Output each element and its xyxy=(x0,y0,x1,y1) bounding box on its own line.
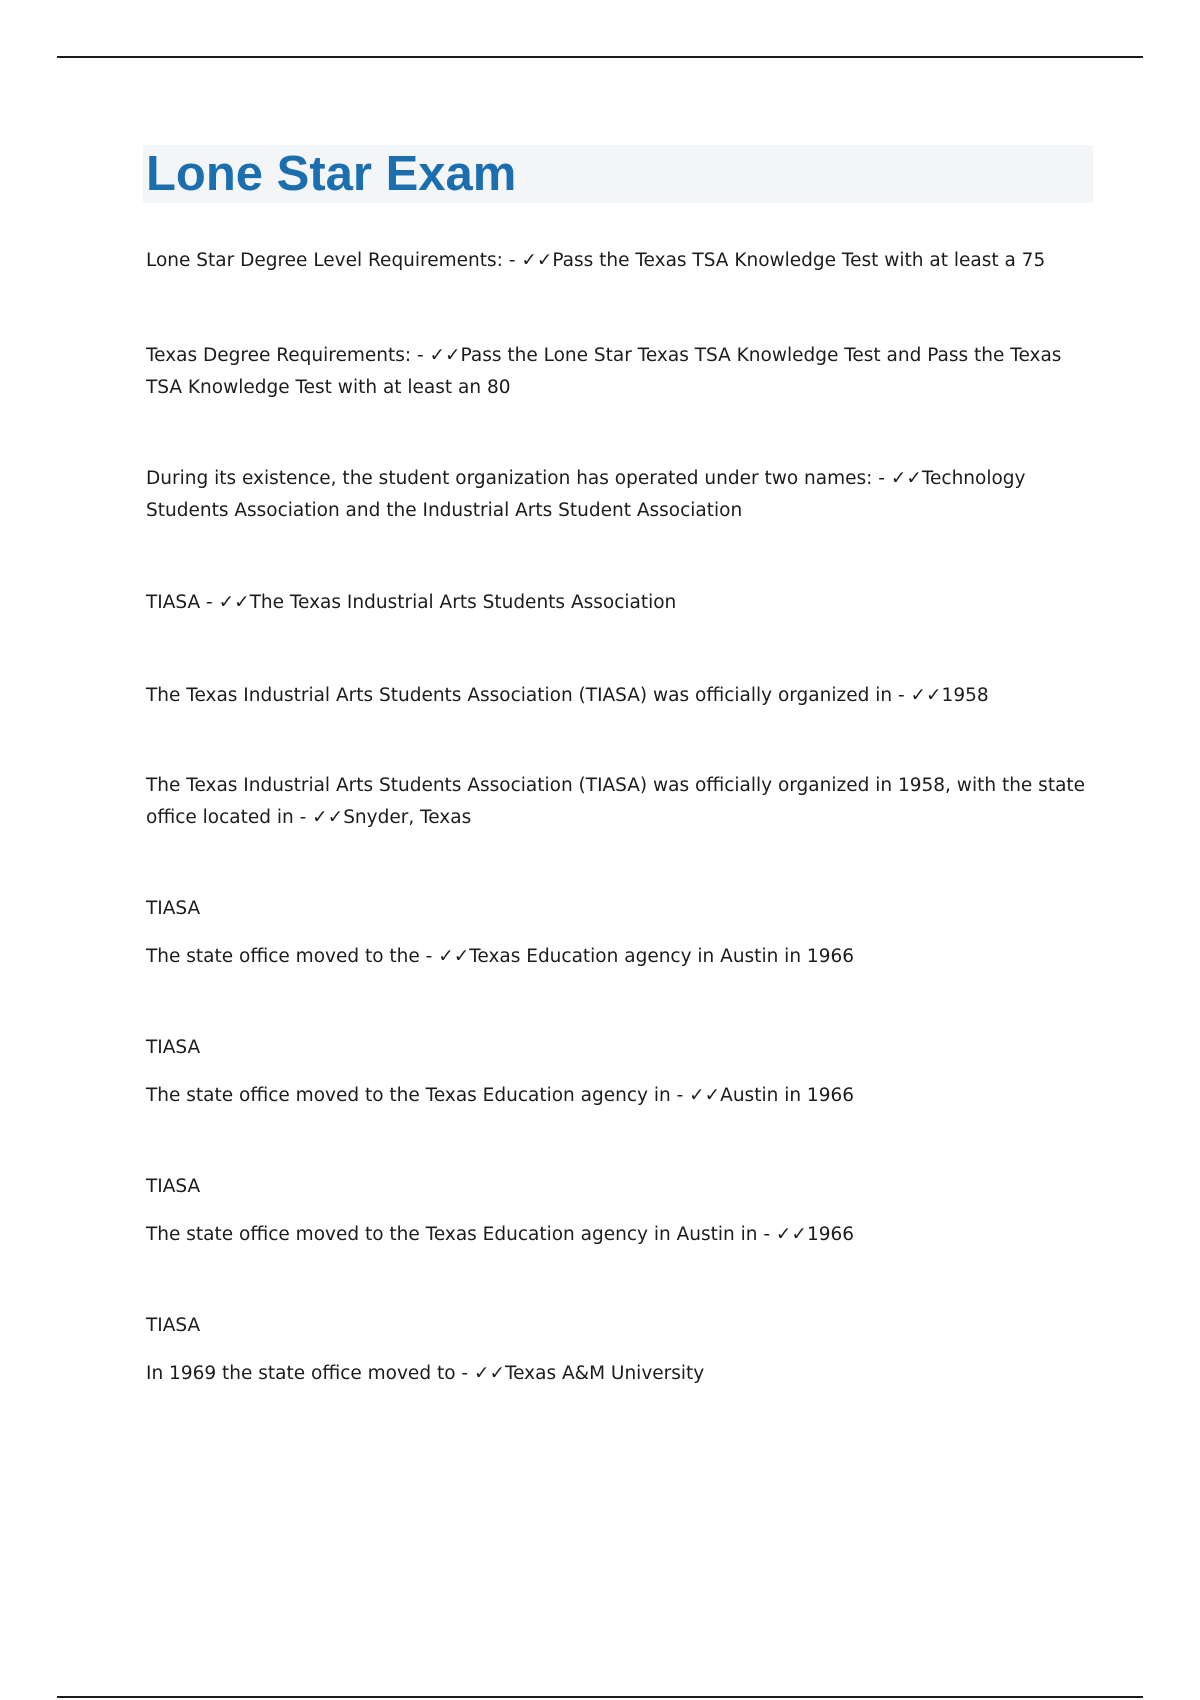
check-mark-icon: ✓✓ xyxy=(312,807,344,828)
question-text: TIASA xyxy=(146,592,201,613)
qa-entry xyxy=(146,680,1096,712)
separator: - xyxy=(502,250,522,271)
check-mark-icon: ✓✓ xyxy=(218,592,250,613)
question-text: The state office moved to the Texas Education agency in Austin in xyxy=(146,1224,758,1245)
qa-entry xyxy=(146,587,1096,619)
separator: - xyxy=(411,345,430,366)
answer-text: 1966 xyxy=(806,1224,855,1245)
question-text: In 1969 the state office moved to xyxy=(146,1363,456,1384)
answer-text: Austin in 1966 xyxy=(720,1085,855,1106)
qa-entry xyxy=(146,1310,1096,1390)
check-mark-icon: ✓✓ xyxy=(473,1363,505,1384)
check-mark-icon: ✓✓ xyxy=(890,468,922,489)
check-mark-icon: ✓✓ xyxy=(775,1224,807,1245)
qa-entry xyxy=(146,1171,1096,1251)
qa-entry xyxy=(146,770,1096,834)
answer-text: The Texas Industrial Arts Students Association xyxy=(249,592,677,613)
entry-prefix: TIASA xyxy=(146,1315,201,1336)
separator: - xyxy=(872,468,891,489)
answer-text: Technology Students Association and the Industrial Arts Student Association xyxy=(146,468,1026,521)
bottom-rule xyxy=(57,1696,1143,1698)
question-text: The Texas Industrial Arts Students Association (TIASA) was officially organized in 1958, with the state office located in xyxy=(146,775,1086,828)
entry-prefix: TIASA xyxy=(146,1037,201,1058)
entry-prefix: TIASA xyxy=(146,898,201,919)
answer-text: Snyder, Texas xyxy=(343,807,472,828)
answer-text: Pass the Lone Star Texas TSA Knowledge Test and Pass the Texas TSA Knowledge Test with at least an 80 xyxy=(146,345,1062,398)
separator: - xyxy=(293,807,313,828)
check-mark-icon: ✓✓ xyxy=(689,1085,721,1106)
check-mark-icon: ✓✓ xyxy=(521,250,553,271)
check-mark-icon: ✓✓ xyxy=(910,685,942,706)
separator: - xyxy=(670,1085,690,1106)
separator: - xyxy=(892,685,911,706)
page-title: Lone Star Exam xyxy=(146,147,517,201)
answer-text: Pass the Texas TSA Knowledge Test with at least a 75 xyxy=(552,250,1046,271)
check-mark-icon: ✓✓ xyxy=(438,946,470,967)
qa-entry xyxy=(146,340,1096,404)
answer-text: Texas A&M University xyxy=(504,1363,705,1384)
entry-prefix: TIASA xyxy=(146,1176,201,1197)
separator: - xyxy=(200,592,219,613)
question-text: The Texas Industrial Arts Students Association (TIASA) was officially organized in xyxy=(146,685,893,706)
separator: - xyxy=(455,1363,474,1384)
question-text: During its existence, the student organization has operated under two names: xyxy=(146,468,873,489)
separator: - xyxy=(419,946,439,967)
question-text: Texas Degree Requirements: xyxy=(146,345,412,366)
answer-text: Texas Education agency in Austin in 1966 xyxy=(469,946,855,967)
qa-entry xyxy=(146,245,1096,277)
separator: - xyxy=(757,1224,776,1245)
qa-entry xyxy=(146,463,1096,527)
qa-entry xyxy=(146,1032,1096,1112)
top-rule xyxy=(57,56,1143,58)
question-text: Lone Star Degree Level Requirements: xyxy=(146,250,503,271)
check-mark-icon: ✓✓ xyxy=(429,345,461,366)
qa-entry xyxy=(146,893,1096,973)
answer-text: 1958 xyxy=(941,685,989,706)
question-text: The state office moved to the Texas Education agency in xyxy=(146,1085,671,1106)
question-text: The state office moved to the xyxy=(146,946,420,967)
